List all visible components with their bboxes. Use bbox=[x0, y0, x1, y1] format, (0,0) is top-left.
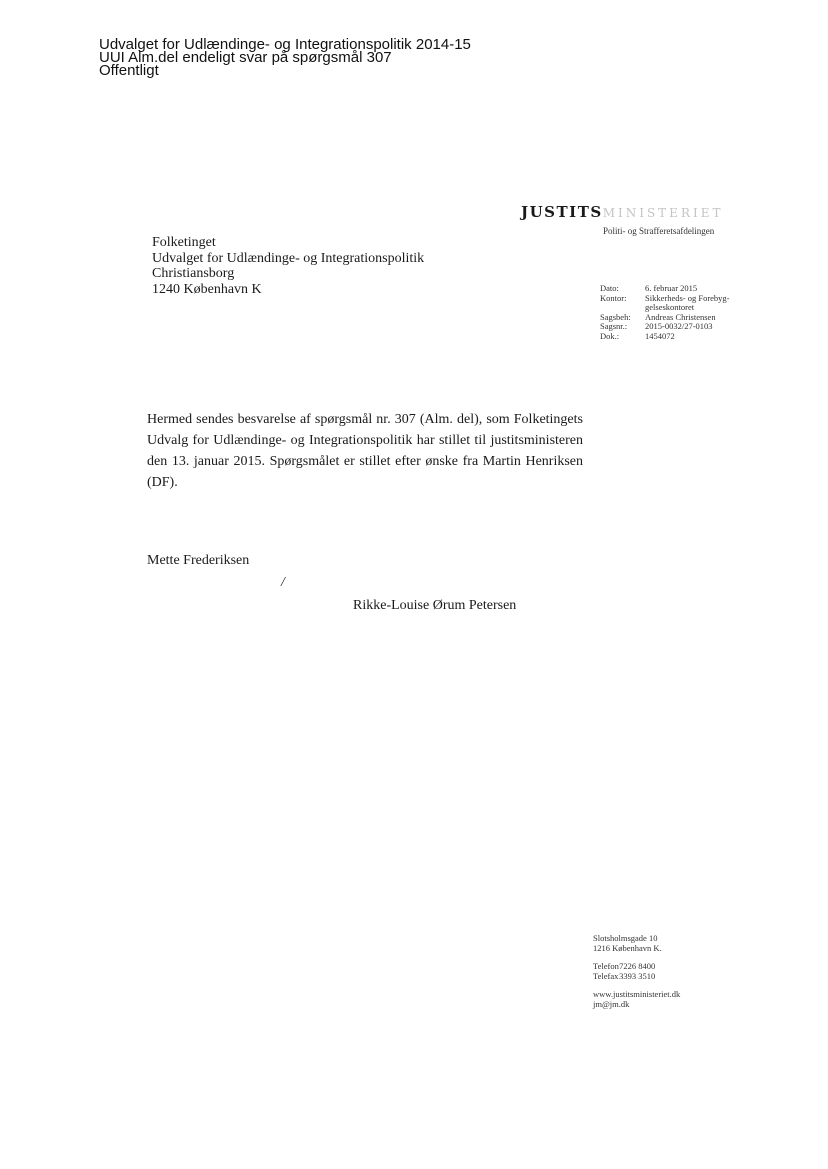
signature-official: Rikke-Louise Ørum Petersen bbox=[353, 598, 517, 613]
meta-office-value-2: gelseskontoret bbox=[645, 302, 695, 312]
document-meta bbox=[600, 284, 730, 341]
footer-fax-label: Telefax bbox=[593, 971, 619, 981]
recipient-line-4: 1240 København K bbox=[152, 281, 262, 297]
recipient-line-3: Christiansborg bbox=[152, 266, 235, 281]
footer-fax-value: 3393 3510 bbox=[619, 971, 656, 981]
document-stamp bbox=[99, 38, 471, 77]
footer-fax bbox=[593, 971, 680, 981]
footer-phone-label: Telefon bbox=[593, 961, 619, 971]
meta-case-number-label: Sagsnr.: bbox=[600, 321, 628, 331]
meta-date-value: 6. februar 2015 bbox=[645, 283, 698, 293]
ministry-logo bbox=[521, 203, 723, 221]
footer-phone bbox=[593, 961, 680, 971]
footer-street: Slotsholmsgade 10 bbox=[593, 933, 658, 943]
footer-website-link[interactable]: www.justitsministeriet.dk bbox=[593, 989, 681, 999]
signature-separator: / bbox=[281, 575, 285, 590]
letter-body: Hermed sendes besvarelse af spørgsmål nr. 307 (Alm. del), som Folketingets Udvalg for Udlændinge- og Integrationspolitik har stillet til justitsministeren den 13. januar 2015. Spørgsmålet er stillet efter ønske fra Martin Henriksen (DF). bbox=[147, 412, 583, 490]
meta-office-value-1: Sikkerheds- og Forebyg- bbox=[645, 292, 730, 303]
meta-office-label: Kontor: bbox=[600, 292, 627, 303]
footer-email-link[interactable]: jm@jm.dk bbox=[593, 999, 630, 1009]
logo-bold-text: JUSTITS bbox=[521, 203, 603, 221]
stamp-committee: Udvalget for Udlændinge- og Integrationspolitik 2014-15 bbox=[99, 36, 471, 53]
meta-case-number-value: 2015-0032/27-0103 bbox=[645, 321, 713, 331]
stamp-public: Offentligt bbox=[99, 62, 159, 79]
meta-doc-value: 1454072 bbox=[645, 330, 675, 341]
logo-light-text: MINISTERIET bbox=[602, 206, 724, 220]
recipient-line-1: Folketinget bbox=[152, 235, 216, 250]
footer-city: 1216 København K. bbox=[593, 943, 662, 953]
signature-minister: Mette Frederiksen bbox=[147, 553, 250, 568]
meta-doc-label: Dok.: bbox=[600, 330, 620, 341]
stamp-answer-ref: UUI Alm.del endeligt svar på spørgsmål 307 bbox=[99, 49, 392, 66]
recipient-line-2: Udvalget for Udlændinge- og Integrationspolitik bbox=[152, 250, 425, 266]
department-name: Politi- og Strafferetsafdelingen bbox=[603, 226, 715, 236]
footer-phone-value: 7226 8400 bbox=[619, 961, 656, 971]
meta-date-label: Dato: bbox=[600, 283, 619, 293]
ministry-contact-footer bbox=[593, 933, 680, 1009]
recipient-address bbox=[152, 235, 424, 297]
meta-caseworker-label: Sagsbeh: bbox=[600, 311, 631, 322]
meta-caseworker-value: Andreas Christensen bbox=[645, 311, 716, 322]
